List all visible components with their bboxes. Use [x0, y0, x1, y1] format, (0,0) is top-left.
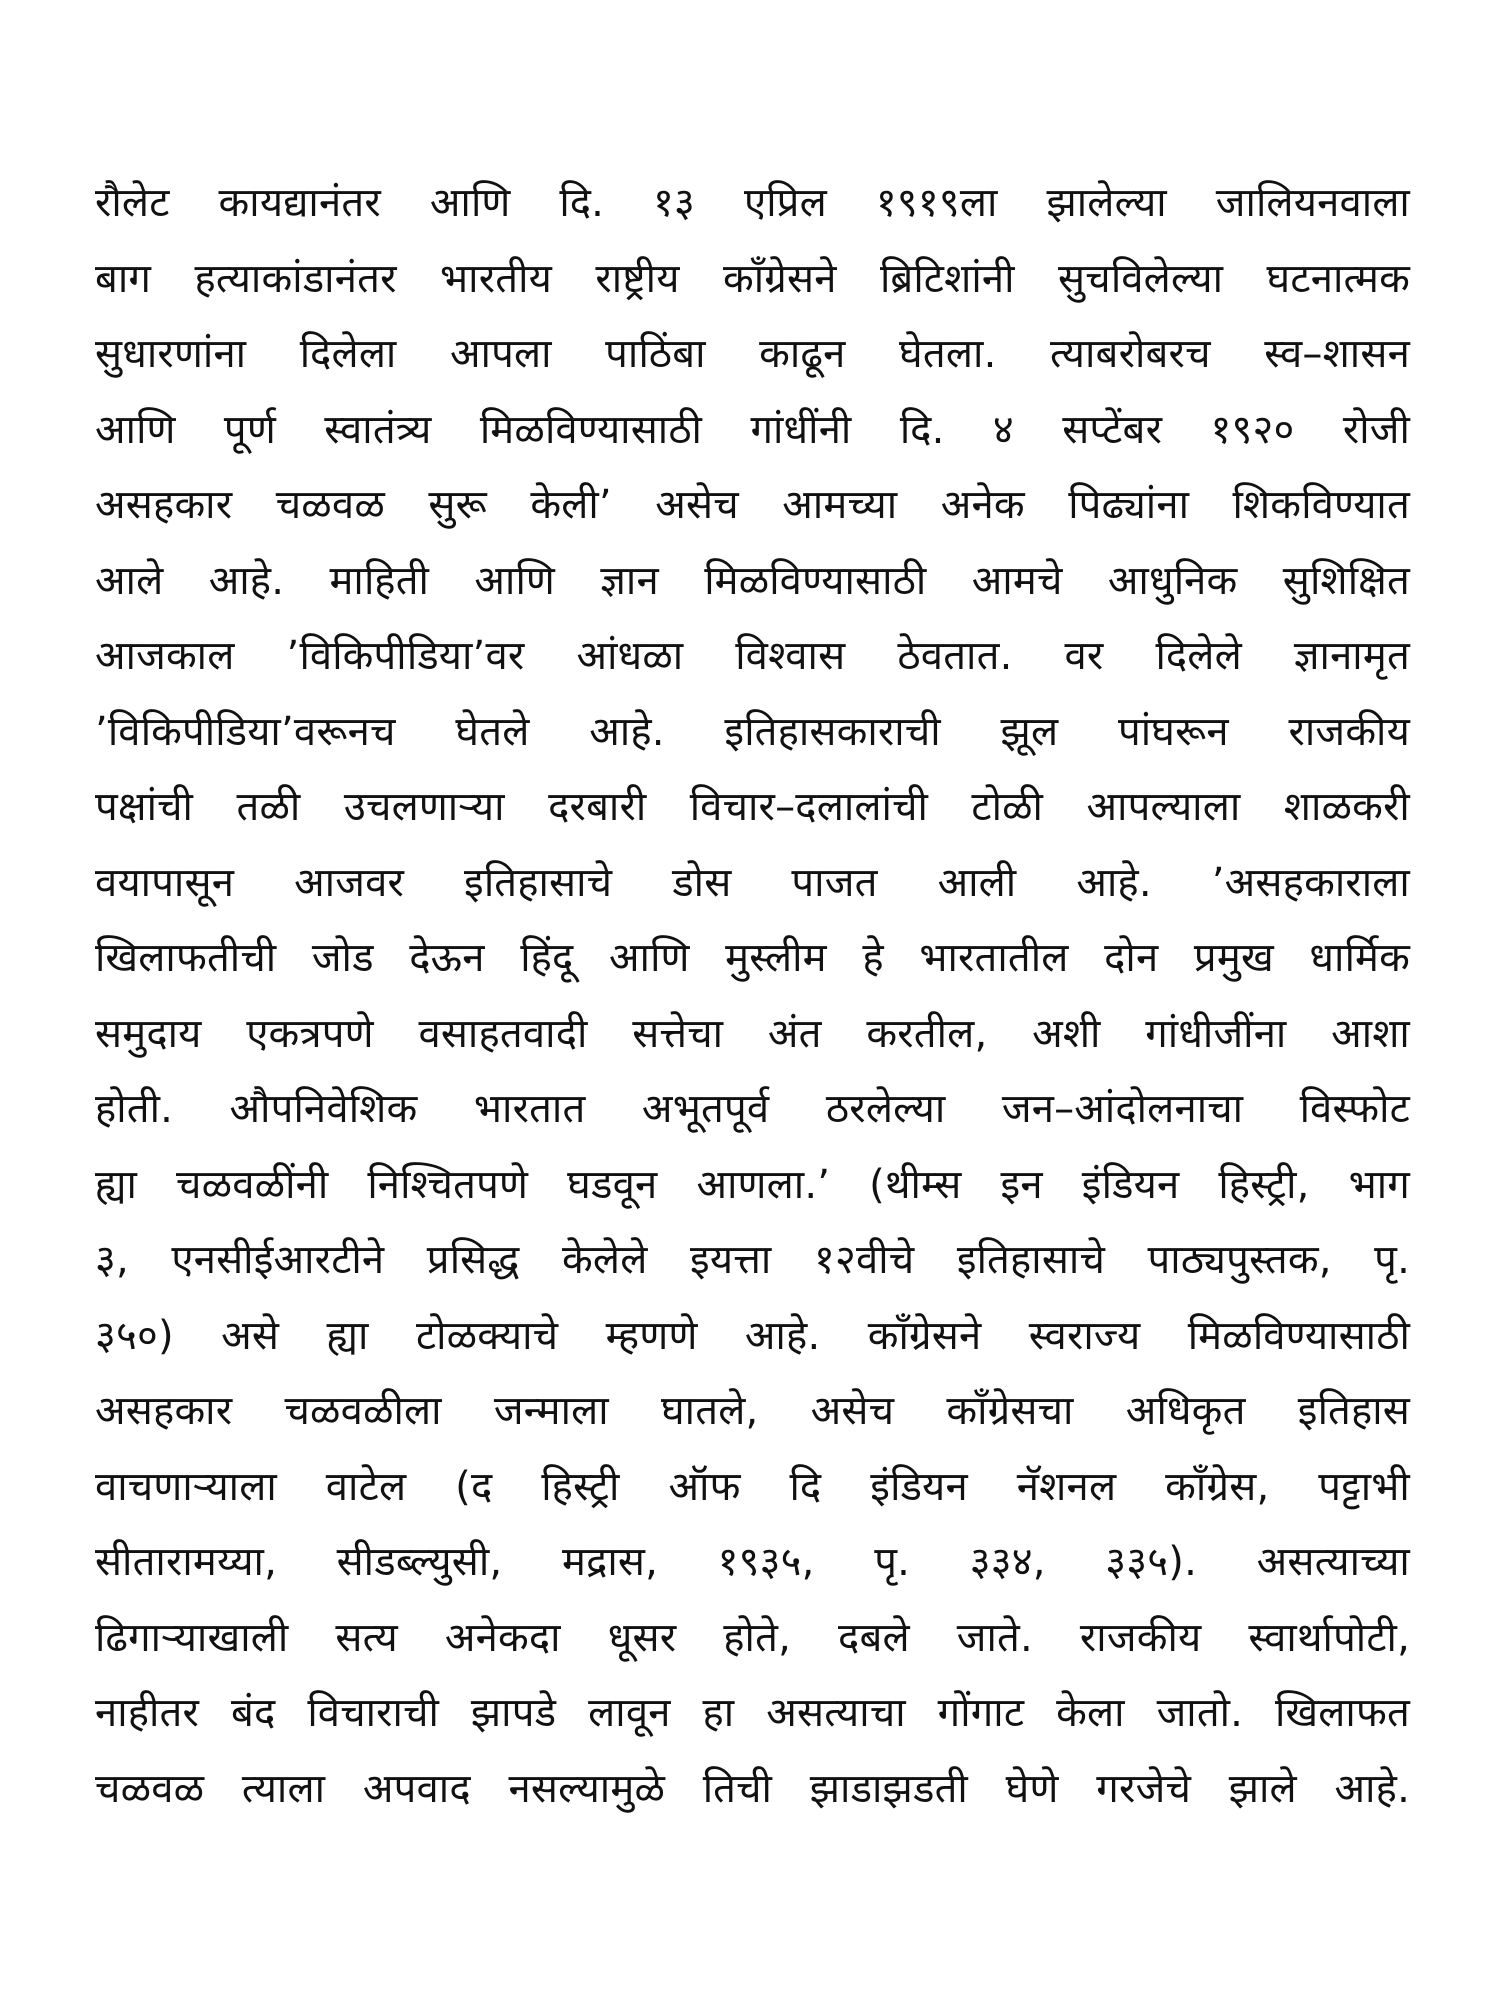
text-line-16: ३५०) असे ह्या टोळक्याचे म्हणणे आहे. काँग्रेसने स्वराज्य मिळविण्यासाठी — [95, 1312, 1410, 1359]
text-line-1: रौलेट कायद्यानंतर आणि दि. १३ एप्रिल १९१९ला झालेल्या जालियनवाला — [95, 180, 1410, 226]
text-line-13: होती. औपनिवेशिक भारतात अभूतपूर्व ठरलेल्या जन–आंदोलनाचा विस्फोट — [95, 1086, 1410, 1132]
text-line-10: वयापासून आजवर इतिहासाचे डोस पाजत आली आहे. ’असहकाराला — [95, 859, 1410, 906]
text-line-17: असहकार चळवळीला जन्माला घातले, असेच काँग्रेसचा अधिकृत इतिहास — [95, 1388, 1410, 1434]
text-line-19: सीतारामय्या, सीडब्ल्युसी, मद्रास, १९३५, पृ. ३३४, ३३५). असत्याच्या — [95, 1539, 1410, 1585]
text-line-5: असहकार चळवळ सुरू केली’ असेच आमच्या अनेक पिढ्यांना शिकविण्यात — [95, 482, 1410, 528]
text-line-12: समुदाय एकत्रपणे वसाहतवादी सत्तेचा अंत करतील, अशी गांधीजींना आशा — [95, 1010, 1410, 1057]
text-line-3: सुधारणांना दिलेला आपला पाठिंबा काढून घेतला. त्याबरोबरच स्व–शासन — [95, 331, 1410, 377]
text-line-15: ३, एनसीईआरटीने प्रसिद्ध केलेले इयत्ता १२वीचे इतिहासाचे पाठ्यपुस्तक, पृ. — [95, 1237, 1410, 1283]
text-line-2: बाग हत्याकांडानंतर भारतीय राष्ट्रीय काँग्रेसने ब्रिटिशांनी सुचविलेल्या घटनात्मक — [95, 255, 1410, 302]
text-line-21: नाहीतर बंद विचाराची झापडे लावून हा असत्याचा गोंगाट केला जातो. खिलाफत — [95, 1690, 1410, 1736]
text-line-22: चळवळ त्याला अपवाद नसल्यामुळे तिची झाडाझडती घेणे गरजेचे झाले आहे. — [95, 1765, 1410, 1812]
text-line-7: आजकाल ’विकिपीडिया’वर आंधळा विश्वास ठेवतात. वर दिलेले ज्ञानामृत — [95, 633, 1410, 679]
text-line-9: पक्षांची तळी उचलणाऱ्या दरबारी विचार–दलालांची टोळी आपल्याला शाळकरी — [95, 784, 1410, 830]
text-line-11: खिलाफतीची जोड देऊन हिंदू आणि मुस्लीम हे भारतातील दोन प्रमुख धार्मिक — [95, 935, 1410, 981]
text-line-4: आणि पूर्ण स्वातंत्र्य मिळविण्यासाठी गांधींनी दि. ४ सप्टेंबर १९२० रोजी — [95, 406, 1410, 453]
text-line-20: ढिगाऱ्याखाली सत्य अनेकदा धूसर होते, दबले जाते. राजकीय स्वार्थापोटी, — [95, 1614, 1410, 1661]
text-line-8: ’विकिपीडिया’वरूनच घेतले आहे. इतिहासकाराची झूल पांघरून राजकीय — [95, 708, 1410, 755]
text-line-14: ह्या चळवळींनी निश्चितपणे घडवून आणला.’ (थीम्स इन इंडियन हिस्ट्री, भाग — [95, 1161, 1410, 1208]
text-line-18: वाचणाऱ्याला वाटेल (द हिस्ट्री ऑफ दि इंडियन नॅशनल काँग्रेस, पट्टाभी — [95, 1463, 1410, 1510]
body-paragraph — [95, 166, 1410, 1827]
text-line-6: आले आहे. माहिती आणि ज्ञान मिळविण्यासाठी आमचे आधुनिक सुशिक्षित — [95, 557, 1410, 604]
